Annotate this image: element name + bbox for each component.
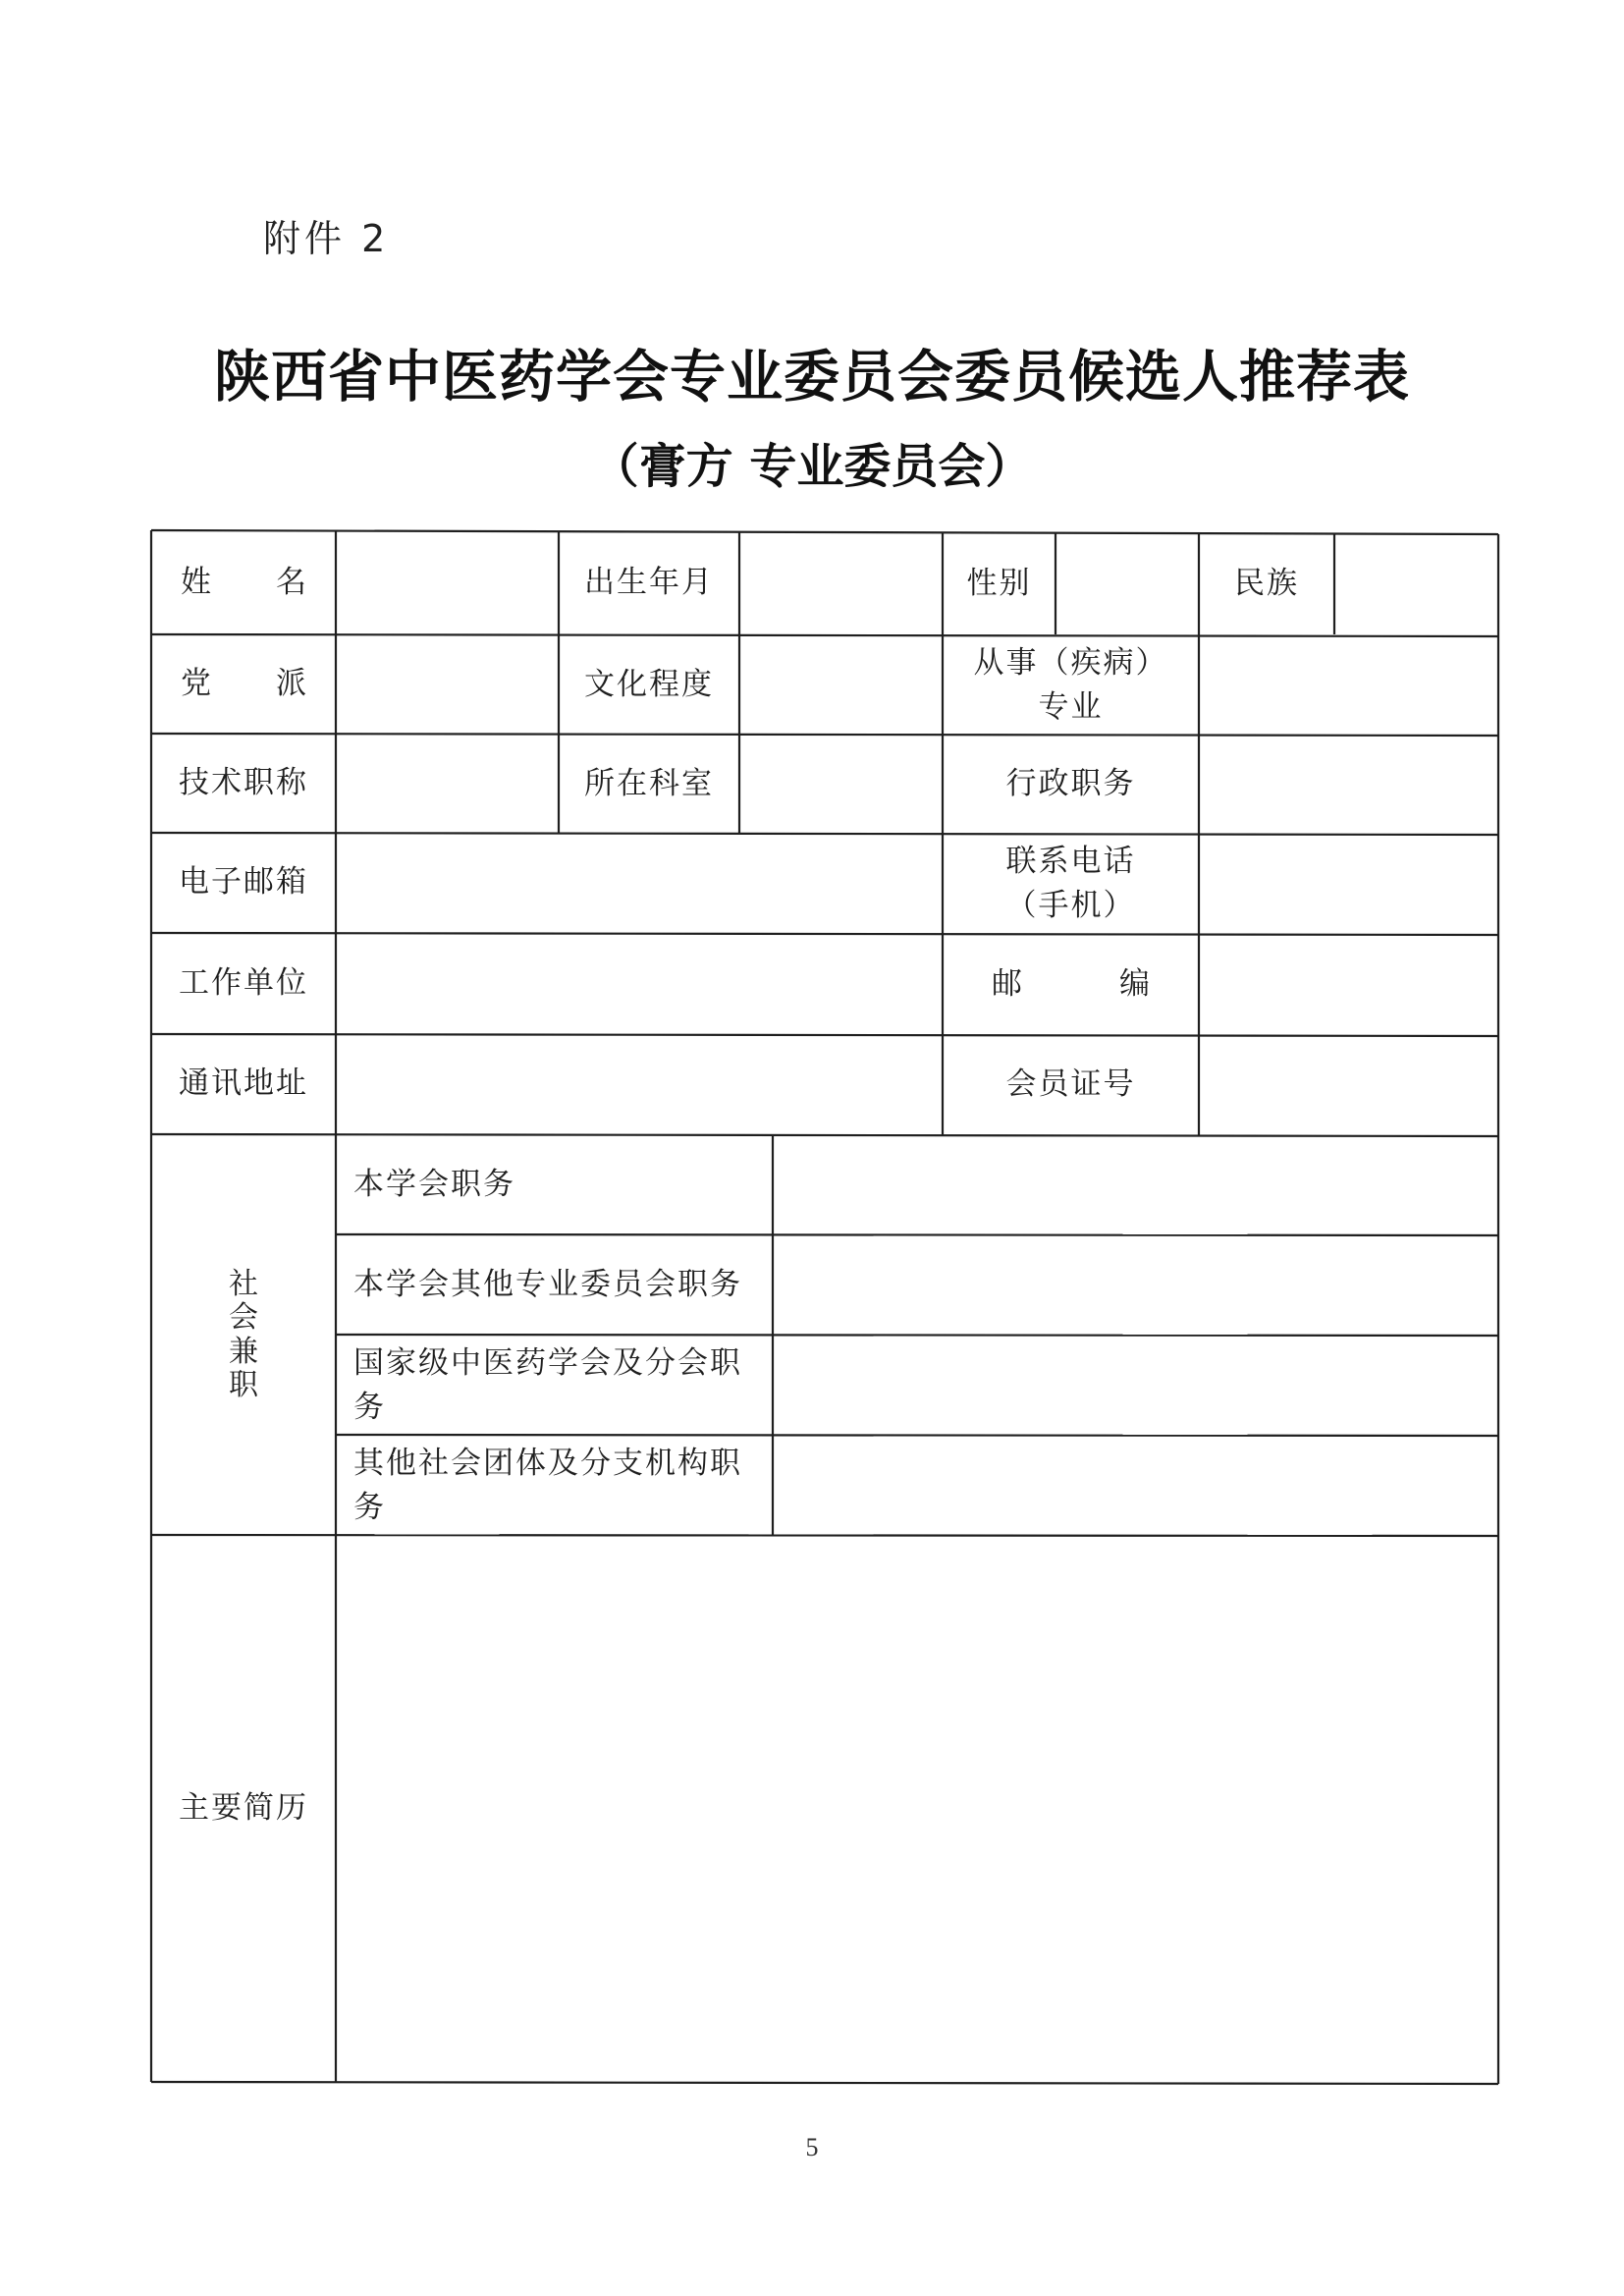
email-field[interactable] (336, 834, 943, 934)
table-border-bottom (151, 2082, 1498, 2084)
birth-label: 出生年月 (584, 564, 714, 600)
postcode-label-char-2: 编 (1119, 965, 1150, 1002)
party-label-char-2: 派 (276, 665, 306, 701)
social-label-char-3: 兼 (229, 1334, 258, 1369)
social-row-4-label-line-2: 务 (353, 1489, 386, 1525)
gender-label: 性别 (966, 566, 1032, 602)
resume-label: 主要简历 (179, 1790, 308, 1827)
phone-label-line-1: 联系电话 (1005, 844, 1136, 880)
form-title: 陕西省中医药学会专业委员会委员候选人推荐表 (214, 345, 1410, 410)
postcode-label (943, 934, 1199, 1035)
member-no-field[interactable] (1199, 1035, 1498, 1135)
social-row-3-field[interactable] (773, 1336, 1498, 1435)
specialty-label-line-2: 专业 (1038, 688, 1104, 725)
phone-field[interactable] (1199, 834, 1498, 934)
tech-title-label: 技术职称 (179, 764, 308, 800)
social-label-char-4: 职 (229, 1368, 258, 1402)
social-row-1-field[interactable] (773, 1136, 1498, 1234)
social-label-char-1: 社 (229, 1266, 258, 1301)
name-field[interactable] (336, 531, 559, 634)
name-label (151, 531, 336, 634)
social-positions-label (151, 1135, 336, 1535)
form-subtitle: （膏方 专业委员会） (591, 439, 1033, 494)
postcode-field[interactable] (1199, 934, 1498, 1035)
social-row-1-label-text: 本学会职务 (353, 1167, 515, 1203)
department-label: 所在科室 (584, 765, 714, 801)
ethnicity-field[interactable] (1334, 533, 1498, 635)
education-label: 文化程度 (584, 666, 714, 702)
phone-label-line-2: （手机） (1005, 888, 1136, 923)
attachment-label: 附件 2 (263, 217, 390, 260)
address-label: 通讯地址 (179, 1066, 308, 1102)
social-row-3-label-line-1: 国家级中医药学会及分会职 (353, 1344, 742, 1381)
party-label-char-1: 党 (181, 665, 211, 701)
postcode-label-char-1: 邮 (992, 965, 1022, 1002)
address-field[interactable] (336, 1035, 943, 1135)
name-label-char-2: 名 (276, 564, 306, 600)
social-label-char-2: 会 (229, 1300, 258, 1335)
social-row-2-field[interactable] (773, 1235, 1498, 1335)
social-row-4-label (336, 1436, 773, 1535)
employer-label: 工作单位 (179, 964, 308, 1001)
specialty-label-line-1: 从事（疾病） (973, 644, 1168, 681)
name-label-char-1: 姓 (181, 564, 211, 600)
admin-post-field[interactable] (1199, 735, 1498, 834)
social-row-2-label-text: 本学会其他专业委员会职务 (353, 1266, 742, 1302)
birth-field[interactable] (739, 532, 943, 635)
tech-title-field[interactable] (336, 734, 559, 833)
gender-field[interactable] (1056, 533, 1199, 635)
employer-field[interactable] (336, 934, 943, 1035)
social-row-4-field[interactable] (773, 1436, 1498, 1535)
social-row-4-label-line-1: 其他社会团体及分支机构职 (353, 1445, 742, 1481)
education-field[interactable] (739, 635, 943, 735)
social-row-1-label (336, 1136, 773, 1234)
party-field[interactable] (336, 634, 559, 734)
social-row-2-label (336, 1235, 773, 1335)
admin-post-label: 行政职务 (1005, 765, 1136, 801)
ethnicity-label: 民族 (1234, 566, 1299, 602)
email-label: 电子邮箱 (179, 864, 308, 901)
specialty-label (943, 635, 1199, 735)
member-no-label: 会员证号 (1005, 1066, 1136, 1103)
party-label (151, 634, 336, 734)
page-number: 5 (805, 2133, 819, 2161)
department-field[interactable] (739, 735, 943, 834)
social-row-3-label-line-2: 务 (353, 1389, 386, 1425)
resume-field[interactable] (336, 1536, 1498, 2082)
specialty-field[interactable] (1199, 635, 1498, 735)
phone-label (943, 834, 1199, 934)
social-row-3-label (336, 1336, 773, 1435)
